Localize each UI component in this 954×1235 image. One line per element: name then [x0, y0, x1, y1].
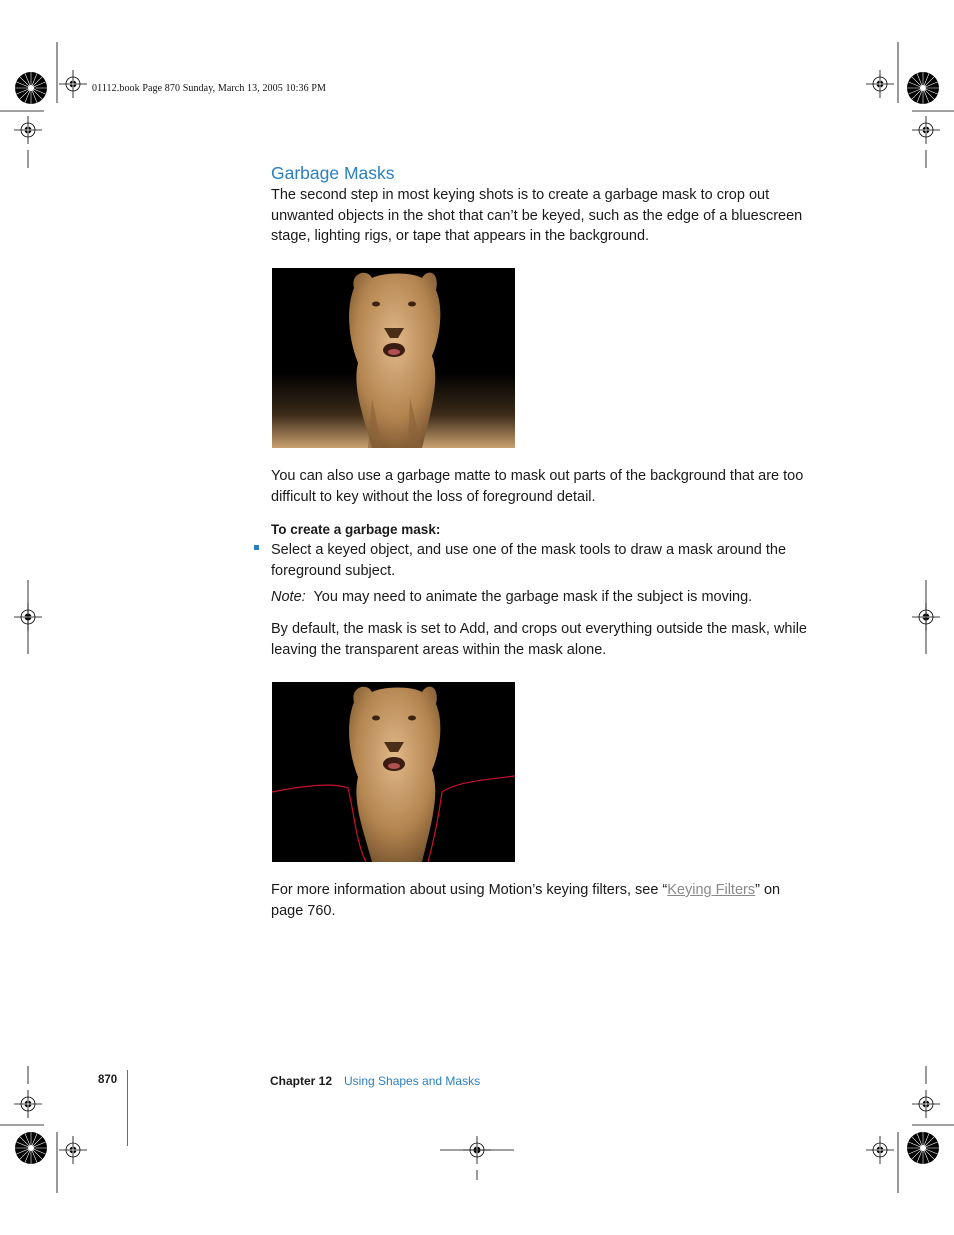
step-line: foreground subject.	[271, 562, 396, 579]
paragraph-line: You can also use a garbage matte to mask out parts of the background that are too	[271, 468, 804, 484]
procedure-title: To create a garbage mask:	[271, 522, 441, 537]
note-text: You may need to animate the garbage mask if the subject is moving.	[313, 589, 753, 605]
footer-chapter: Chapter 12	[270, 1074, 333, 1088]
footer-rule	[127, 1070, 128, 1146]
print-slug: 01112.book Page 870 Sunday, March 13, 2005 10:36 PM	[92, 83, 326, 94]
note	[271, 587, 811, 608]
garbage-mask-image	[272, 682, 515, 862]
more-info-line	[271, 880, 811, 901]
procedure-step	[271, 540, 811, 581]
more-info-line: page 760.	[271, 902, 336, 919]
more-info-paragraph	[271, 880, 811, 921]
default-mask-paragraph	[271, 619, 811, 660]
intro-line: stage, lighting rigs, or tape that appears in the background.	[271, 228, 650, 245]
step-line: Select a keyed object, and use one of the mask tools to draw a mask around the	[271, 542, 787, 558]
intro-paragraph	[271, 185, 811, 247]
footer-chapter-title: Using Shapes and Masks	[344, 1074, 481, 1088]
bullet-marker	[254, 545, 259, 550]
section-heading: Garbage Masks	[271, 163, 395, 183]
paragraph-line: By default, the mask is set to Add, and crops out everything outside the mask, while	[271, 621, 807, 637]
paragraph-line: difficult to key without the loss of foreground detail.	[271, 488, 596, 505]
intro-line: The second step in most keying shots is to create a garbage mask to crop out	[271, 187, 770, 203]
page-number: 870	[98, 1074, 118, 1086]
garbage-matte-paragraph	[271, 466, 811, 507]
note-label: Note:	[271, 589, 306, 605]
more-info-text: For more information about using Motion’s keying filters, see “	[271, 882, 668, 898]
keyed-lion-image	[272, 268, 515, 448]
paragraph-line: leaving the transparent areas within the mask alone.	[271, 641, 607, 658]
more-info-text: ” on	[755, 882, 781, 898]
intro-line: unwanted objects in the shot that can’t be keyed, such as the edge of a bluescreen	[271, 207, 803, 224]
keying-filters-link[interactable]: Keying Filters	[667, 882, 756, 898]
